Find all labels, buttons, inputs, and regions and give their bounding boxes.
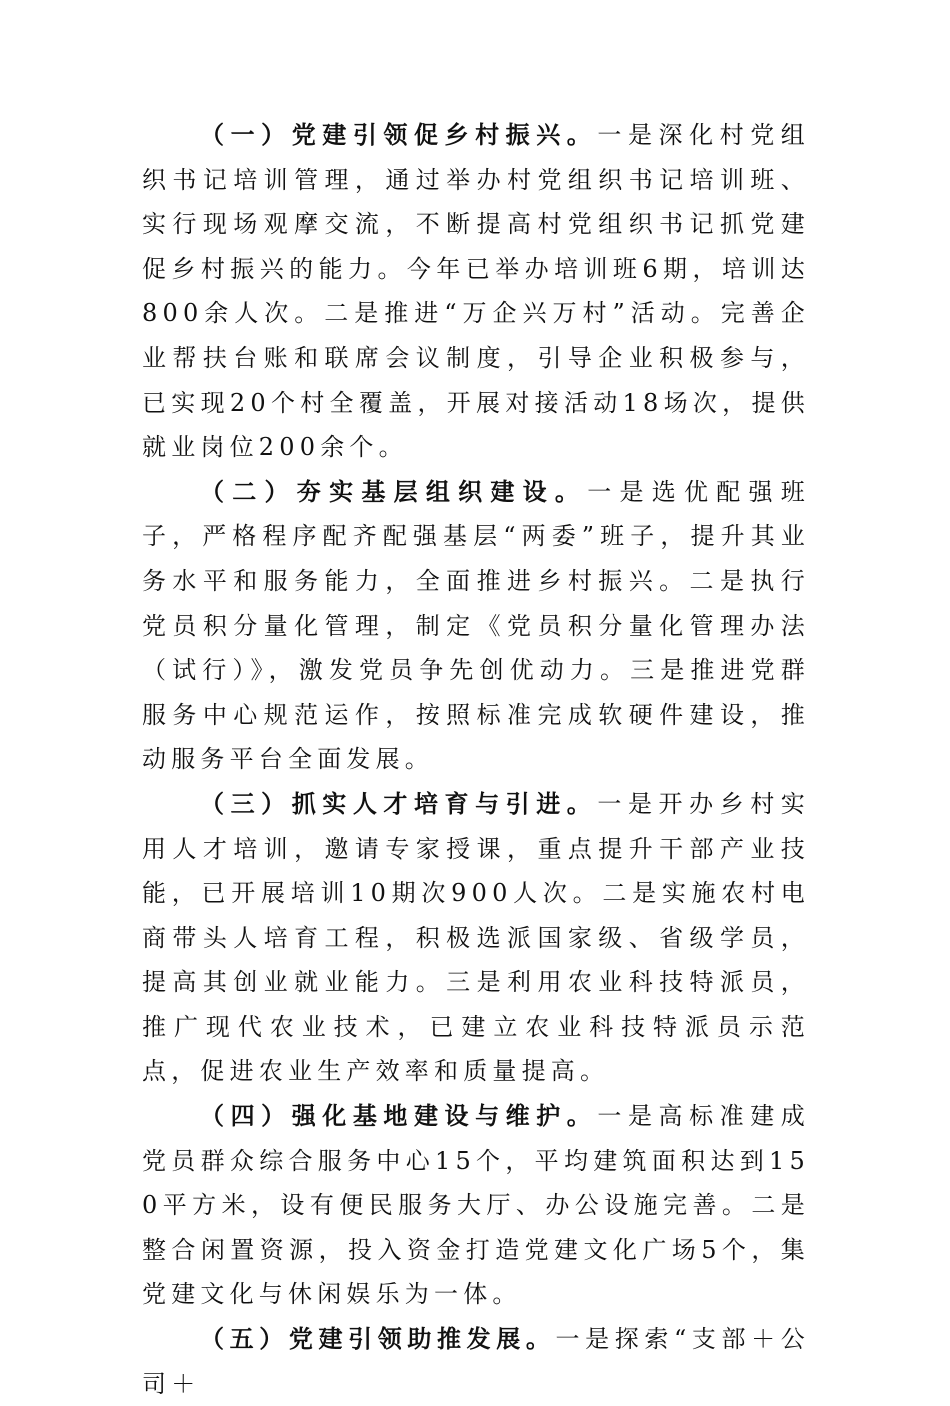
- paragraph-2: [142, 470, 810, 782]
- paragraph-4-text: 一是高标准建成党员群众综合服务中心15个，平均建筑面积达到150平方米，设有便民服务大厅、办公设施完善。二是整合闲置资源，投入资金打造党建文化广场5个，集党建文化与休闲娱乐为一体。: [142, 1102, 810, 1309]
- paragraph-4-heading: （四）强化基地建设与维护。: [200, 1102, 598, 1131]
- paragraph-5-heading: （五）党建引领助推发展。: [200, 1325, 556, 1354]
- paragraph-3-text: 一是开办乡村实用人才培训，邀请专家授课，重点提升干部产业技能，已开展培训10期次900人次。二是实施农村电商带头人培育工程，积极选派国家级、省级学员，提高其创业就业能力。三是利用农业科技特派员，推广现代农业技术，已建立农业科技特派员示范点，促进农业生产效率和质量提高。: [142, 789, 810, 1086]
- paragraph-1-heading: （一）党建引领促乡村振兴。: [200, 121, 598, 149]
- paragraph-5-text: 一是探索“支部＋公司＋: [142, 1325, 810, 1398]
- paragraph-2-heading: （二）夯实基层组织建设。: [200, 477, 588, 506]
- paragraph-1: [142, 113, 810, 470]
- paragraph-4: [142, 1094, 810, 1317]
- paragraph-3: [142, 782, 810, 1094]
- document-body: [142, 113, 810, 1406]
- paragraph-3-heading: （三）抓实人才培育与引进。: [200, 789, 598, 818]
- paragraph-5: [142, 1317, 810, 1406]
- paragraph-2-text: 一是选优配强班子，严格程序配齐配强基层“两委”班子，提升其业务水平和服务能力，全面推进乡村振兴。二是执行党员积分量化管理，制定《党员积分量化管理办法（试行）》，激发党员争先创优动力。三是推进党群服务中心规范运作，按照标准完成软硬件建设，推动服务平台全面发展。: [142, 477, 810, 774]
- paragraph-1-text: 一是深化村党组织书记培训管理，通过举办村党组织书记培训班、实行现场观摩交流，不断提高村党组织书记抓党建促乡村振兴的能力。今年已举办培训班6期，培训达800余人次。二是推进“万企兴万村”活动。完善企业帮扶台账和联席会议制度，引导企业积极参与，已实现20个村全覆盖，开展对接活动18场次，提供就业岗位200余个。: [142, 121, 810, 462]
